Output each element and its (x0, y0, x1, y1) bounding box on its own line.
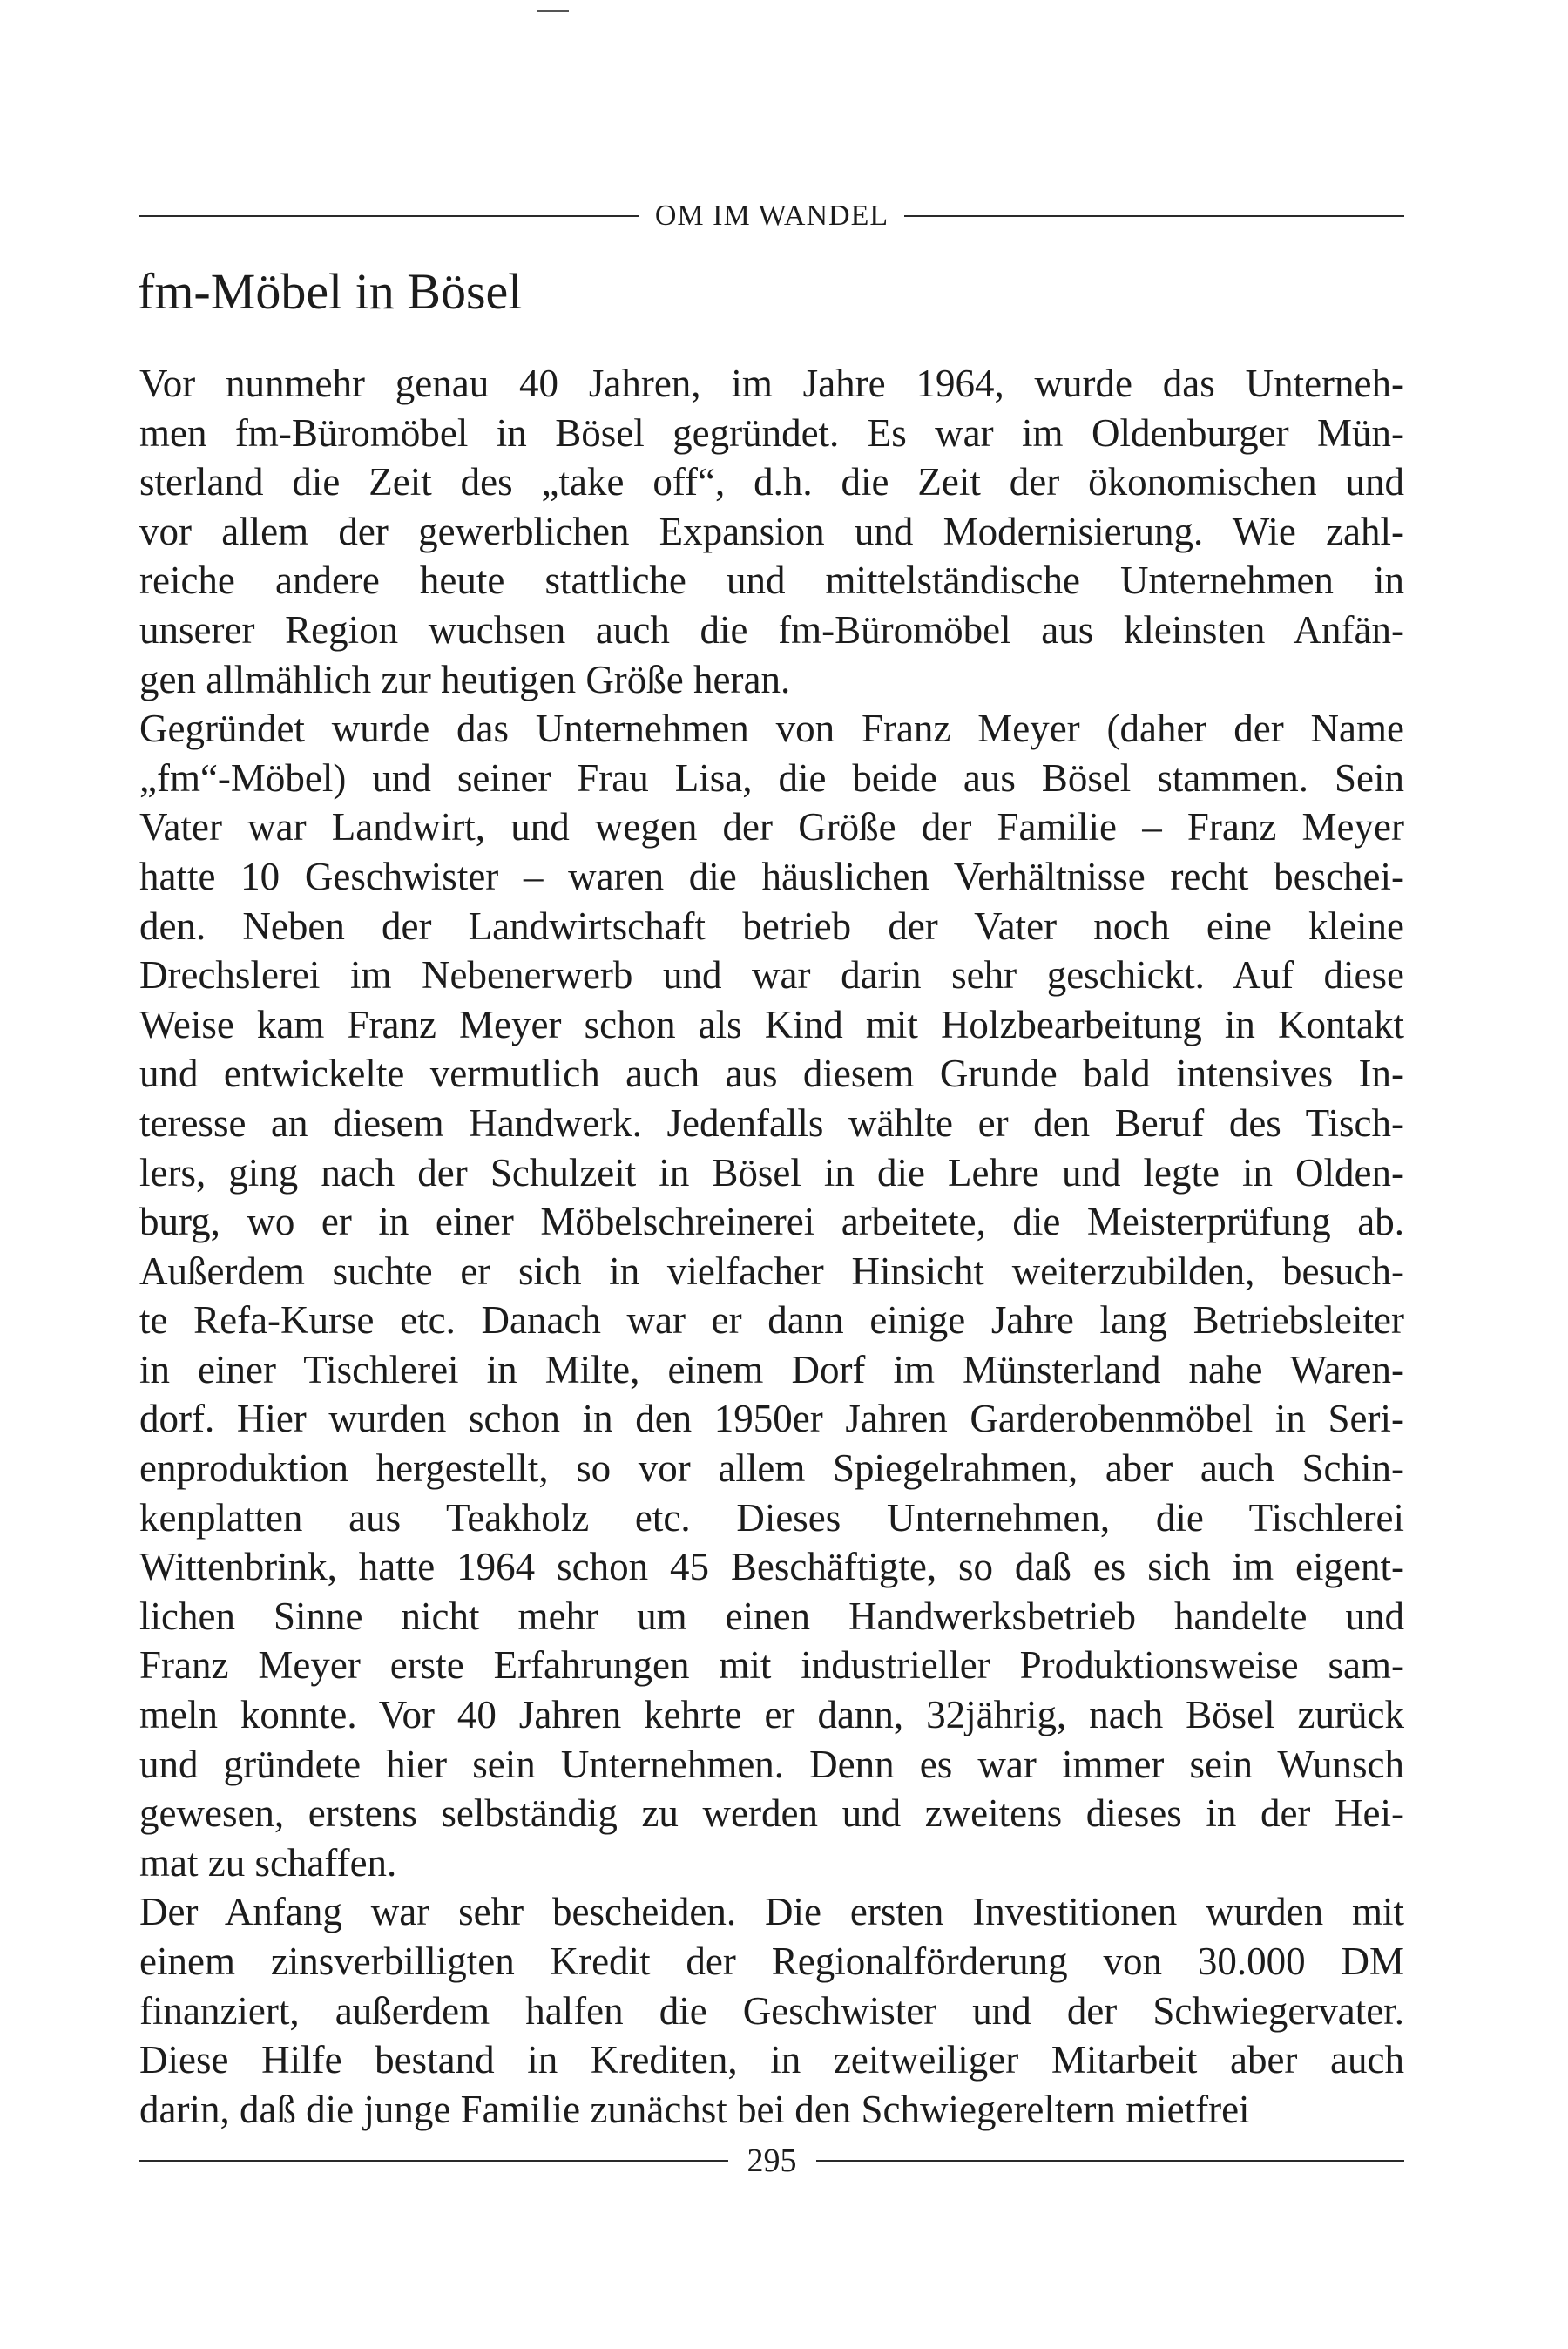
text-line: in einer Tischlerei in Milte, einem Dorf im Münsterland nahe Waren- (139, 1347, 1404, 1391)
text-line: Der Anfang war sehr bescheiden. Die ersten Investitionen wurden mit (139, 1890, 1404, 1934)
text-line: gen allmählich zur heutigen Größe heran. (139, 657, 791, 701)
text-line: reiche andere heute stattliche und mittelständische Unternehmen in (139, 558, 1404, 603)
paragraph (139, 1887, 1404, 2134)
article-body (139, 359, 1404, 2134)
footer-rule-left (139, 2160, 728, 2162)
text-line: men fm-Büromöbel in Bösel gegründet. Es war im Oldenburger Mün- (139, 410, 1404, 455)
text-line: burg, wo er in einer Möbelschreinerei arbeitete, die Meisterprüfung ab. (139, 1200, 1404, 1244)
text-line: mat zu schaffen. (139, 1840, 397, 1885)
header-rule-left (139, 215, 639, 217)
text-line: Diese Hilfe bestand in Krediten, in zeitweiliger Mitarbeit aber auch (139, 2038, 1404, 2082)
text-line: teresse an diesem Handwerk. Jedenfalls wählte er den Beruf des Tisch- (139, 1100, 1404, 1145)
header-rule-right (904, 215, 1404, 217)
text-line: Drechslerei im Nebenerwerb und war darin sehr geschickt. Auf diese (139, 953, 1404, 998)
text-line: gewesen, erstens selbständig zu werden und zweitens dieses in der Hei- (139, 1791, 1404, 1836)
text-line: einem zinsverbilligten Kredit der Regionalförderung von 30.000 DM (139, 1939, 1404, 1983)
text-line: enproduktion hergestellt, so vor allem Spiegelrahmen, aber auch Schin- (139, 1446, 1404, 1491)
text-line: meln konnte. Vor 40 Jahren kehrte er dann, 32jährig, nach Bösel zurück (139, 1693, 1404, 1737)
running-title: OM IM WANDEL (654, 200, 889, 232)
text-line: „fm“-Möbel) und seiner Frau Lisa, die beide aus Bösel stammen. Sein (139, 755, 1404, 800)
scan-mark (537, 10, 569, 12)
footer-rule-right (816, 2160, 1405, 2162)
text-line: Weise kam Franz Meyer schon als Kind mit Holzbearbeitung in Kontakt (139, 1002, 1404, 1046)
text-line: darin, daß die junge Familie zunächst bei den Schwiegereltern mietfrei (139, 2087, 1250, 2131)
paragraph (139, 359, 1404, 704)
text-line: und entwickelte vermutlich auch aus diesem Grunde bald intensives In- (139, 1052, 1404, 1096)
text-line: sterland die Zeit des „take off“, d.h. die Zeit der ökonomischen und (139, 460, 1404, 504)
text-line: lichen Sinne nicht mehr um einen Handwerksbetrieb handelte und (139, 1594, 1404, 1638)
text-line: Gegründet wurde das Unternehmen von Franz Meyer (daher der Name (139, 707, 1404, 751)
text-line: kenplatten aus Teakholz etc. Dieses Unternehmen, die Tischlerei (139, 1495, 1404, 1540)
text-line: Franz Meyer erste Erfahrungen mit industrieller Produktionsweise sam- (139, 1643, 1404, 1688)
article-title: fm-Möbel in Bösel (138, 263, 523, 320)
page-number: 295 (747, 2143, 797, 2179)
running-header (139, 199, 1404, 234)
paragraph (139, 704, 1404, 1887)
text-line: und gründete hier sein Unternehmen. Denn es war immer sein Wunsch (139, 1742, 1404, 1786)
text-line: te Refa-Kurse etc. Danach war er dann einige Jahre lang Betriebsleiter (139, 1298, 1404, 1343)
text-line: unserer Region wuchsen auch die fm-Büromöbel aus kleinsten Anfän- (139, 607, 1404, 652)
text-line: dorf. Hier wurden schon in den 1950er Jahren Garderobenmöbel in Seri- (139, 1397, 1404, 1441)
text-line: hatte 10 Geschwister – waren die häuslichen Verhältnisse recht beschei- (139, 854, 1404, 898)
text-line: den. Neben der Landwirtschaft betrieb der Vater noch eine kleine (139, 904, 1404, 948)
text-line: Vater war Landwirt, und wegen der Größe der Familie – Franz Meyer (139, 805, 1404, 850)
text-line: lers, ging nach der Schulzeit in Bösel in die Lehre und legte in Olden- (139, 1150, 1404, 1195)
text-line: finanziert, außerdem halfen die Geschwister und der Schwiegervater. (139, 1988, 1404, 2033)
page-footer (139, 2142, 1404, 2180)
text-line: Vor nunmehr genau 40 Jahren, im Jahre 1964, wurde das Unterneh- (139, 362, 1404, 405)
text-line: vor allem der gewerblichen Expansion und Modernisierung. Wie zahl- (139, 509, 1404, 553)
text-line: Wittenbrink, hatte 1964 schon 45 Beschäftigte, so daß es sich im eigent- (139, 1545, 1404, 1589)
text-line: Außerdem suchte er sich in vielfacher Hinsicht weiterzubilden, besuch- (139, 1249, 1404, 1293)
